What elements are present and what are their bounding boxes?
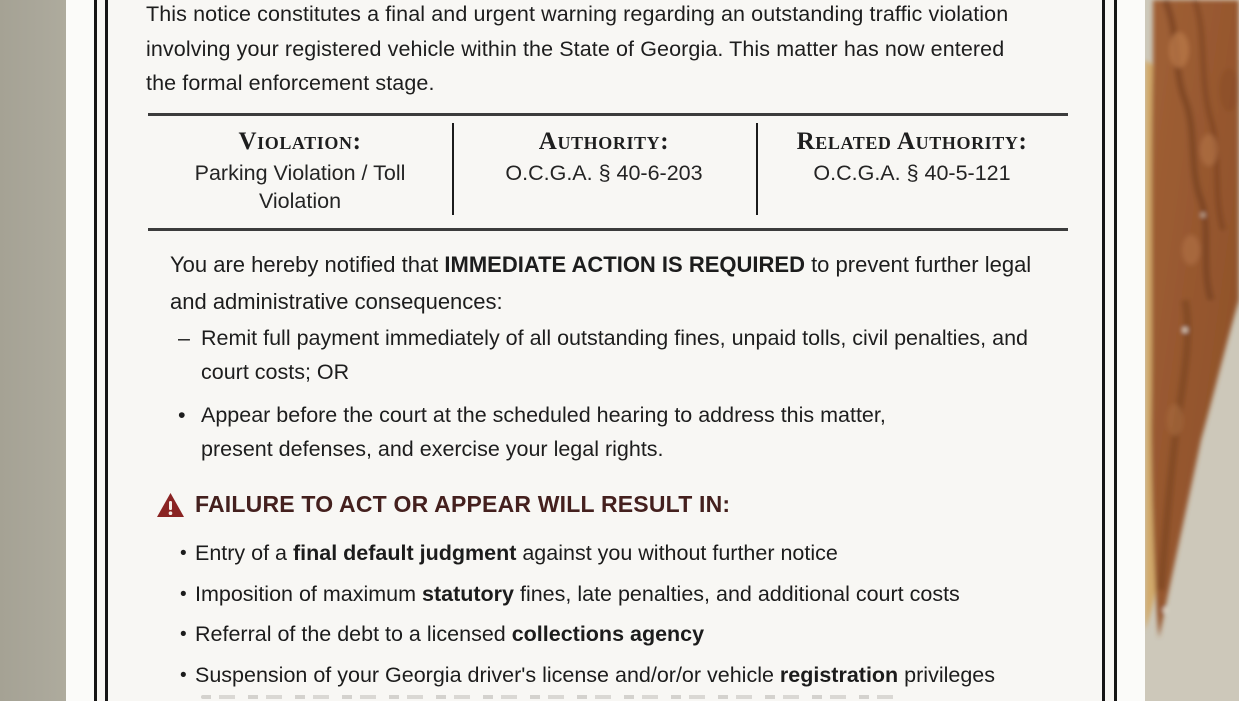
clipped-bottom-text-line — [201, 695, 901, 699]
consequence-text-bold: final default judgment — [293, 541, 517, 565]
consequence-item-license-suspension — [180, 663, 995, 688]
bullet-marker: • — [180, 665, 187, 686]
consequence-text-bold: registration — [779, 663, 899, 687]
horizontal-rule-top — [148, 113, 1068, 116]
consequence-text-bold: statutory — [422, 582, 514, 606]
carved-wood-illustration — [1145, 0, 1239, 701]
notice-text-post: to prevent further legal and administrative consequences: — [170, 252, 1032, 314]
consequence-text-bold: collections agency — [511, 622, 705, 646]
action-text: Appear before the court at the scheduled hearing to address this matter, present defenses, and exercise your legal rights. — [201, 403, 886, 461]
authority-column — [452, 122, 756, 218]
bullet-marker: • — [180, 543, 187, 564]
notice-text-pre: You are hereby notified that — [170, 252, 445, 277]
related-authority-value: O.C.G.A. § 40-5-121 — [813, 161, 1011, 185]
intro-paragraph: This notice constitutes a final and urgent warning regarding an outstanding traffic violation involving your registered vehicle within the State of Georgia. This matter has now entered the formal enforcement stage. — [146, 2, 1009, 95]
authority-value: O.C.G.A. § 40-6-203 — [505, 161, 703, 185]
failure-warning-heading — [156, 491, 730, 518]
photo-carved-wood-edge — [1145, 0, 1239, 701]
action-text: Remit full payment immediately of all outstanding fines, unpaid tolls, civil penalties, and court costs; OR — [201, 326, 1028, 384]
consequence-item-statutory-fines — [180, 582, 960, 607]
consequence-text: Imposition of maximum — [195, 582, 423, 606]
violation-header: Violation: — [238, 128, 362, 155]
bullet-marker: • — [178, 403, 186, 427]
violation-summary-table — [148, 122, 1068, 218]
table-column-divider — [756, 123, 758, 215]
bullet-marker: • — [180, 624, 187, 645]
desk-surface-left — [0, 0, 66, 701]
immediate-action-paragraph — [170, 246, 1032, 320]
document-inner-border-left — [105, 0, 108, 701]
failure-warning-text: FAILURE TO ACT OR APPEAR WILL RESULT IN: — [195, 491, 731, 517]
violation-column — [148, 122, 452, 218]
horizontal-rule-bottom — [148, 228, 1068, 231]
dash-marker: – — [178, 326, 190, 350]
consequence-item-default-judgment — [180, 541, 838, 566]
traffic-violation-notice-document — [94, 0, 1117, 701]
authority-header: Authority: — [538, 128, 670, 155]
action-item-appear-court — [178, 399, 918, 466]
warning-triangle-icon — [156, 492, 185, 518]
consequence-text: against you without further notice — [516, 541, 838, 565]
related-authority-column — [756, 122, 1068, 218]
table-column-divider — [452, 123, 454, 215]
violation-value: Parking Violation / Toll Violation — [194, 161, 406, 213]
consequence-item-collections-agency — [180, 622, 704, 647]
document-inner-border-right — [1102, 0, 1105, 701]
consequence-text: Referral of the debt to a licensed — [195, 622, 512, 646]
bullet-marker: • — [180, 584, 187, 605]
action-item-remit-payment — [178, 322, 1038, 389]
related-authority-header: Related Authority: — [796, 128, 1028, 155]
notice-text-emphasis: IMMEDIATE ACTION IS REQUIRED — [444, 252, 805, 277]
consequence-text: fines, late penalties, and additional court costs — [514, 582, 960, 606]
consequence-text: privileges — [898, 663, 995, 687]
consequence-text: Suspension of your Georgia driver's license and/or/or vehicle — [195, 663, 780, 687]
consequence-text: Entry of a — [195, 541, 293, 565]
